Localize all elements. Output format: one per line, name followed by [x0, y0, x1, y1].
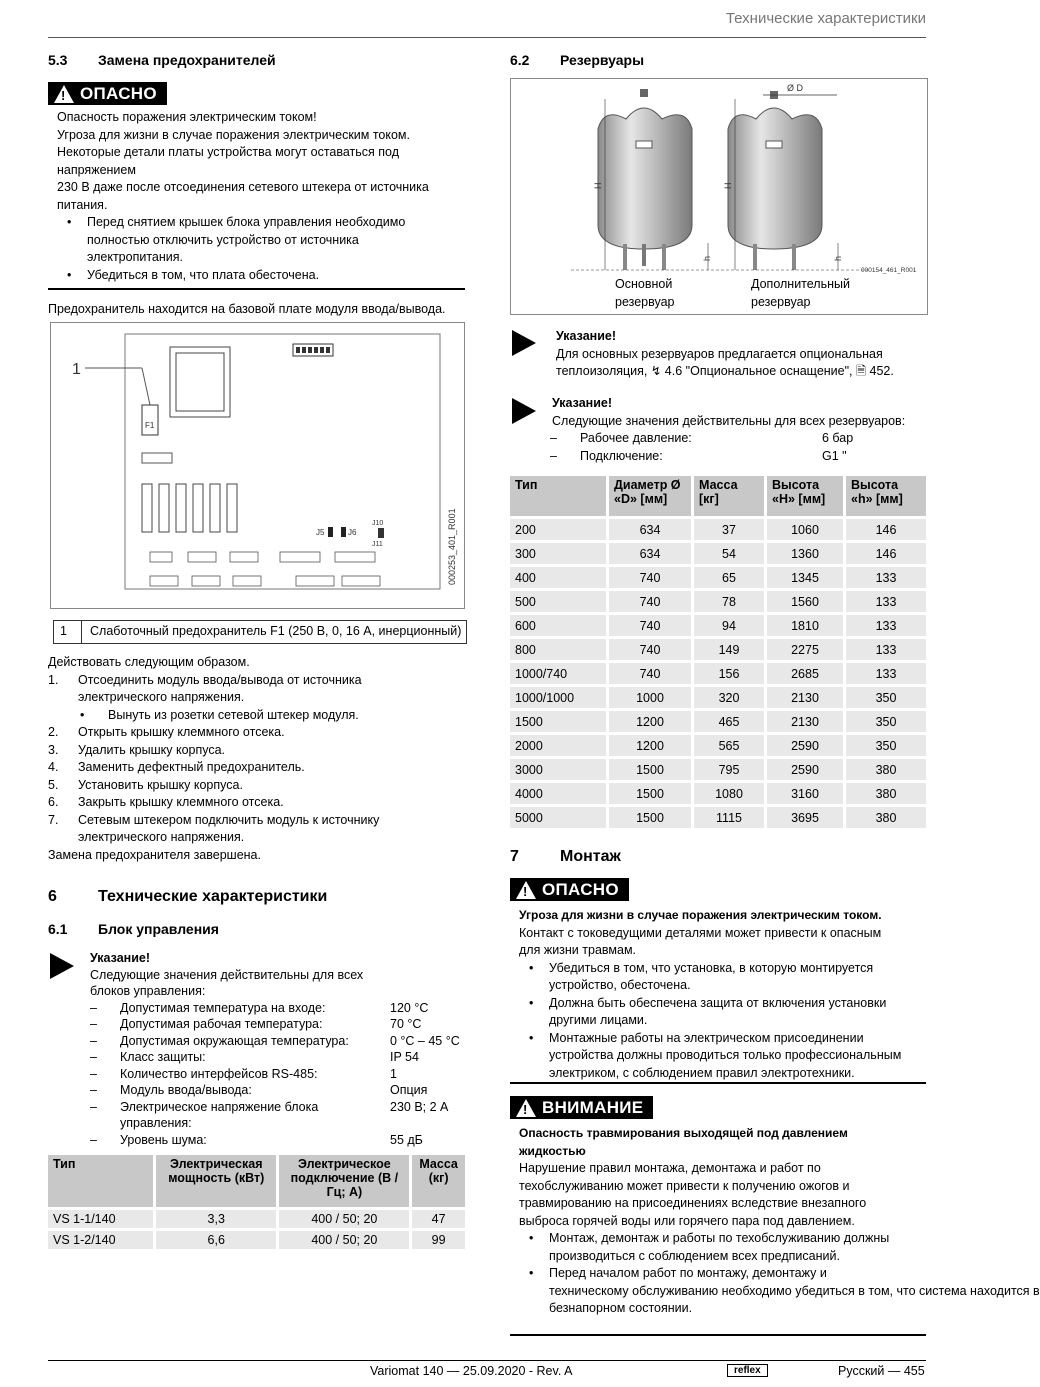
table-cell: 1560	[767, 591, 843, 612]
step-item: 4. Заменить дефектный предохранитель.	[48, 760, 305, 774]
section-7-heading: 7 Монтаж	[510, 848, 621, 865]
bullet-item: • Перед снятием крышек блока управления необходимо полностью отключить устройство от источника электропитания.	[57, 214, 467, 267]
table-cell: 5000	[510, 807, 606, 828]
table-row	[510, 639, 926, 660]
svg-text:J5: J5	[316, 528, 325, 537]
table-cell: 149	[694, 639, 764, 660]
footer-doc: Variomat 140 — 25.09.2020 - Rev. A	[370, 1364, 573, 1378]
table-cell: 133	[846, 567, 926, 588]
note-arrow-icon	[50, 953, 74, 979]
table-cell: 3160	[767, 783, 843, 804]
bullet-item: • Убедиться в том, что плата обесточена.	[57, 267, 467, 285]
table-row	[510, 687, 926, 708]
table-cell: 380	[846, 759, 926, 780]
table-cell: 1115	[694, 807, 764, 828]
table-cell: 1000/1000	[510, 687, 606, 708]
table-cell: 350	[846, 711, 926, 732]
table-cell: 634	[609, 519, 691, 540]
step-item: 1. Отсоединить модуль ввода/вывода от источника электрического напряжения.	[48, 672, 362, 704]
control-unit-table: Тип Электрическая мощность (кВт) Электрическое подключение (В / Гц; А) Масса (кг) VS 1-1/140 3,3 400 / 50; 20 47 VS 1-2/140 6,6 400 / 50; 20 99	[45, 1152, 468, 1252]
table-cell: 2590	[767, 759, 843, 780]
table-cell: 200	[510, 519, 606, 540]
table-cell: 2275	[767, 639, 843, 660]
table-cell: 65	[694, 567, 764, 588]
danger-end-rule	[48, 288, 465, 290]
danger-end-rule	[510, 1082, 926, 1084]
caption-main-vessel: Основной резервуар	[615, 277, 675, 309]
table-cell: 2000	[510, 735, 606, 756]
table-row: VS 1-2/140 6,6 400 / 50; 20 99	[48, 1231, 465, 1249]
table-row	[510, 735, 926, 756]
figure-code: 000253_401_R001	[447, 508, 457, 585]
danger-text-block: Угроза для жизни в случае поражения электрическим током. Контакт с токоведущими деталями может привести к опасным для жизни травмам. • Убедиться в том, что установка, в которую монтируется устройство, обесточена. • Должна быть обеспечена защита от включения установки другими лицами. • Монтажные работы на электрическом присоединении устройства должны проводиться только профессиональным электриком, с соблюдением правил электротехники.	[519, 907, 929, 1082]
table-cell: 133	[846, 615, 926, 636]
table-cell: 2590	[767, 735, 843, 756]
table-cell: 1500	[609, 759, 691, 780]
caption-extra-vessel: Дополнительный резервуар	[751, 277, 850, 309]
board-figure	[50, 322, 465, 609]
table-row: VS 1-1/140 3,3 400 / 50; 20 47	[48, 1210, 465, 1228]
table-row	[510, 807, 926, 828]
step-item: 5. Установить крышку корпуса.	[48, 777, 243, 792]
table-cell: 146	[846, 519, 926, 540]
footer-rule	[48, 1360, 926, 1361]
table-cell: 465	[694, 711, 764, 732]
table-cell: 740	[609, 615, 691, 636]
table-cell: 600	[510, 615, 606, 636]
table-row	[510, 759, 926, 780]
table-cell: 4000	[510, 783, 606, 804]
svg-text:h: h	[833, 255, 843, 261]
svg-text:H: H	[723, 182, 733, 189]
table-cell: 740	[609, 663, 691, 684]
callout-1: 1	[72, 361, 81, 378]
table-cell: 795	[694, 759, 764, 780]
table-cell: 146	[846, 543, 926, 564]
table-cell: 740	[609, 639, 691, 660]
table-cell: 54	[694, 543, 764, 564]
table-cell: 740	[609, 567, 691, 588]
table-cell: 350	[846, 735, 926, 756]
bullet-item: • Должна быть обеспечена защита от включения установки другими лицами.	[519, 995, 929, 1030]
table-cell: 300	[510, 543, 606, 564]
table-cell: 1500	[609, 807, 691, 828]
danger-text-block: Опасность поражения электрическим током! Угроза для жизни в случае поражения электрическим током. Некоторые детали платы устройства могут оставаться под напряжением 230 В даже после отсоединения сетевого штекера от источника питания. • Перед снятием крышек блока управления необходимо полностью отключить устройство от источника электропитания. • Убедиться в том, что плата обесточена.	[57, 109, 467, 284]
table-row	[510, 567, 926, 588]
table-cell: 133	[846, 663, 926, 684]
svg-text:H: H	[593, 182, 603, 189]
section-5-3-heading: 5.3 Замена предохранителей	[48, 52, 276, 68]
table-row	[510, 711, 926, 732]
table-row	[510, 591, 926, 612]
svg-text:h: h	[702, 255, 712, 261]
svg-text:J11: J11	[372, 541, 383, 548]
footer-page: Русский — 455	[838, 1364, 925, 1378]
table-cell: 156	[694, 663, 764, 684]
table-cell: 1000/740	[510, 663, 606, 684]
table-cell: 1200	[609, 735, 691, 756]
table-row	[510, 519, 926, 540]
fuse-location-text: Предохранитель находится на базовой плате модуля ввода/вывода.	[48, 302, 446, 316]
step-item: 3. Удалить крышку корпуса.	[48, 742, 226, 757]
note-arrow-icon	[512, 330, 536, 356]
table-cell: 1345	[767, 567, 843, 588]
dim-d-label: Ø D	[787, 83, 804, 93]
note-vessels: Указание! Следующие значения действительны для всех резервуаров: – Рабочее давление: 6 бар – Подключение: G1 "	[550, 396, 906, 463]
table-cell: 1500	[609, 783, 691, 804]
svg-text:J10: J10	[372, 520, 384, 527]
table-cell: 800	[510, 639, 606, 660]
bullet-item: • Монтажные работы на электрическом присоединении устройства должны проводиться только профессиональным электриком, с соблюдением правил электротехники.	[519, 1030, 929, 1083]
caution-end-rule	[510, 1334, 926, 1336]
caution-text-block: Опасность травмирования выходящей под давлением жидкостью Нарушение правил монтажа, демонтажа и работ по техобслуживанию может привести к получению ожогов и травмированию на присоединениях вследствие внезапного выброса горячей воды или горячего пара под давлением. • Монтаж, демонтаж и работы по техобслуживанию должны производиться с соблюдением всех предписаний. • Перед началом работ по монтажу, демонтажу и техническому обслуживанию необходимо убедиться в том, что система находится в безнапорном состоянии.	[519, 1125, 929, 1318]
vessel-figure	[510, 78, 928, 315]
table-row	[510, 615, 926, 636]
table-cell: 1000	[609, 687, 691, 708]
warning-triangle-icon	[54, 85, 74, 103]
vessel-table: Тип Диаметр Ø «D» [мм] Масса [кг] Высота «H» [мм] Высота «h» [мм] 200 634 37 1060 146 300 634 54 1360 146 400 740 65 1345 133 500 740 78 1560 133 600 740 94 1810 133 800 740 149 2275 133 1000/740 740 156 2685 133 1000/1000 1000 320 2130 350 1500 1200 465 2130 350 2000 1200 565 2590 350 3000 1500 795 2590 380 4000 1500 1080 3160 380 5000 1500 1115 3695 380	[507, 473, 929, 831]
svg-text:J6: J6	[348, 528, 357, 537]
table-cell: 2685	[767, 663, 843, 684]
section-6-heading: 6 Технические характеристики	[48, 888, 328, 905]
table-cell: 400	[510, 567, 606, 588]
bullet-item: • Перед началом работ по монтажу, демонтажу и техническому обслуживанию необходимо убедиться в том, что система находится в безнапорном состоянии.	[519, 1265, 929, 1318]
table-cell: 1500	[510, 711, 606, 732]
bullet-item: • Убедиться в том, что установка, в которую монтируется устройство, обесточена.	[519, 960, 929, 995]
spec-list: – Допустимая температура на входе: 120 °C – Допустимая рабочая температура: 70 °C – Допустимая окружающая температура: 0 °C – 45 °C – Класс защиты: IP 54 – Количество интерфейсов RS-485: 1 – Модуль ввода/вывода: Опция – Электрическое напряжение блока управления: 230 В; 2 А – Уровень шума: 55 дБ	[90, 1000, 460, 1147]
table-cell: 1200	[609, 711, 691, 732]
warning-triangle-icon	[516, 881, 536, 899]
header-rule	[48, 37, 926, 38]
step-item: 7. Сетевым штекером подключить модуль к источнику электрического напряжения.	[48, 812, 380, 844]
table-cell: 1360	[767, 543, 843, 564]
table-cell: 133	[846, 591, 926, 612]
table-cell: 133	[846, 639, 926, 660]
step-item: 2. Открыть крышку клеммного отсека.	[48, 725, 285, 739]
bullet-item: • Монтаж, демонтаж и работы по техобслуживанию должны производиться с соблюдением всех предписаний.	[519, 1230, 929, 1265]
figure-legend: 1 Слаботочный предохранитель F1 (250 В, 0, 16 А, инерционный)	[53, 620, 467, 644]
section-6-2-heading: 6.2 Резервуары	[510, 52, 645, 68]
table-cell: 380	[846, 783, 926, 804]
fuse-f1-label: F1	[145, 421, 155, 430]
table-cell: 320	[694, 687, 764, 708]
table-cell: 740	[609, 591, 691, 612]
table-cell: 37	[694, 519, 764, 540]
table-cell: 634	[609, 543, 691, 564]
table-cell: 3695	[767, 807, 843, 828]
note-arrow-icon	[512, 398, 536, 424]
table-cell: 1080	[694, 783, 764, 804]
figure-code: 000154_461_R001	[861, 267, 917, 274]
steps-block: Действовать следующим образом. 1. Отсоединить модуль ввода/вывода от источника электрического напряжения. • Вынуть из розетки сетевой штекер модуля. 2. Открыть крышку клеммного отсека. 3. Удалить крышку корпуса. 4. Заменить дефектный предохранитель. 5. Установить крышку корпуса. 6. Закрыть крышку клеммного отсека. 7. Сетевым штекером подключить модуль к источнику электрического напряжения. Замена предохранителя завершена.	[48, 654, 468, 864]
table-cell: 3000	[510, 759, 606, 780]
caution-label: ! ВНИМАНИЕ	[510, 1096, 653, 1120]
table-row	[510, 543, 926, 564]
table-cell: 94	[694, 615, 764, 636]
reflex-logo: reflex	[727, 1364, 768, 1377]
warning-triangle-icon	[516, 1099, 536, 1117]
danger-label: ! ОПАСНО	[48, 82, 167, 106]
table-cell: 500	[510, 591, 606, 612]
step-subitem: • Вынуть из розетки сетевой штекер модуля.	[80, 707, 359, 722]
table-cell: 1060	[767, 519, 843, 540]
danger-label: ! ОПАСНО	[510, 878, 629, 902]
table-cell: 1810	[767, 615, 843, 636]
running-header: Технические характеристики	[725, 10, 926, 27]
table-row	[510, 783, 926, 804]
note-block: Указание! Следующие значения действительны для всех блоков управления: – Допустимая температура на входе: 120 °C – Допустимая рабочая температура: 70 °C – Допустимая окружающая температура: 0 °C – 45 °C – Класс защиты: IP 54 – Количество интерфейсов RS-485: 1 – Модуль ввода/вывода: Опция – Электрическое напряжение блока управления: 230 В; 2 А – Уровень шума: 55 дБ	[90, 950, 470, 1148]
table-cell: 78	[694, 591, 764, 612]
section-6-1-heading: 6.1 Блок управления	[48, 921, 219, 937]
note-insulation: Указание! Для основных резервуаров предлагается опциональная теплоизоляция, ↯ 4.6 "Опциональное оснащение", 🗎 452.	[556, 329, 894, 378]
table-cell: 2130	[767, 711, 843, 732]
table-cell: 350	[846, 687, 926, 708]
table-row	[510, 663, 926, 684]
table-cell: 565	[694, 735, 764, 756]
step-item: 6. Закрыть крышку клеммного отсека.	[48, 795, 284, 809]
table-cell: 2130	[767, 687, 843, 708]
table-cell: 380	[846, 807, 926, 828]
vessel-drawing	[511, 79, 927, 279]
